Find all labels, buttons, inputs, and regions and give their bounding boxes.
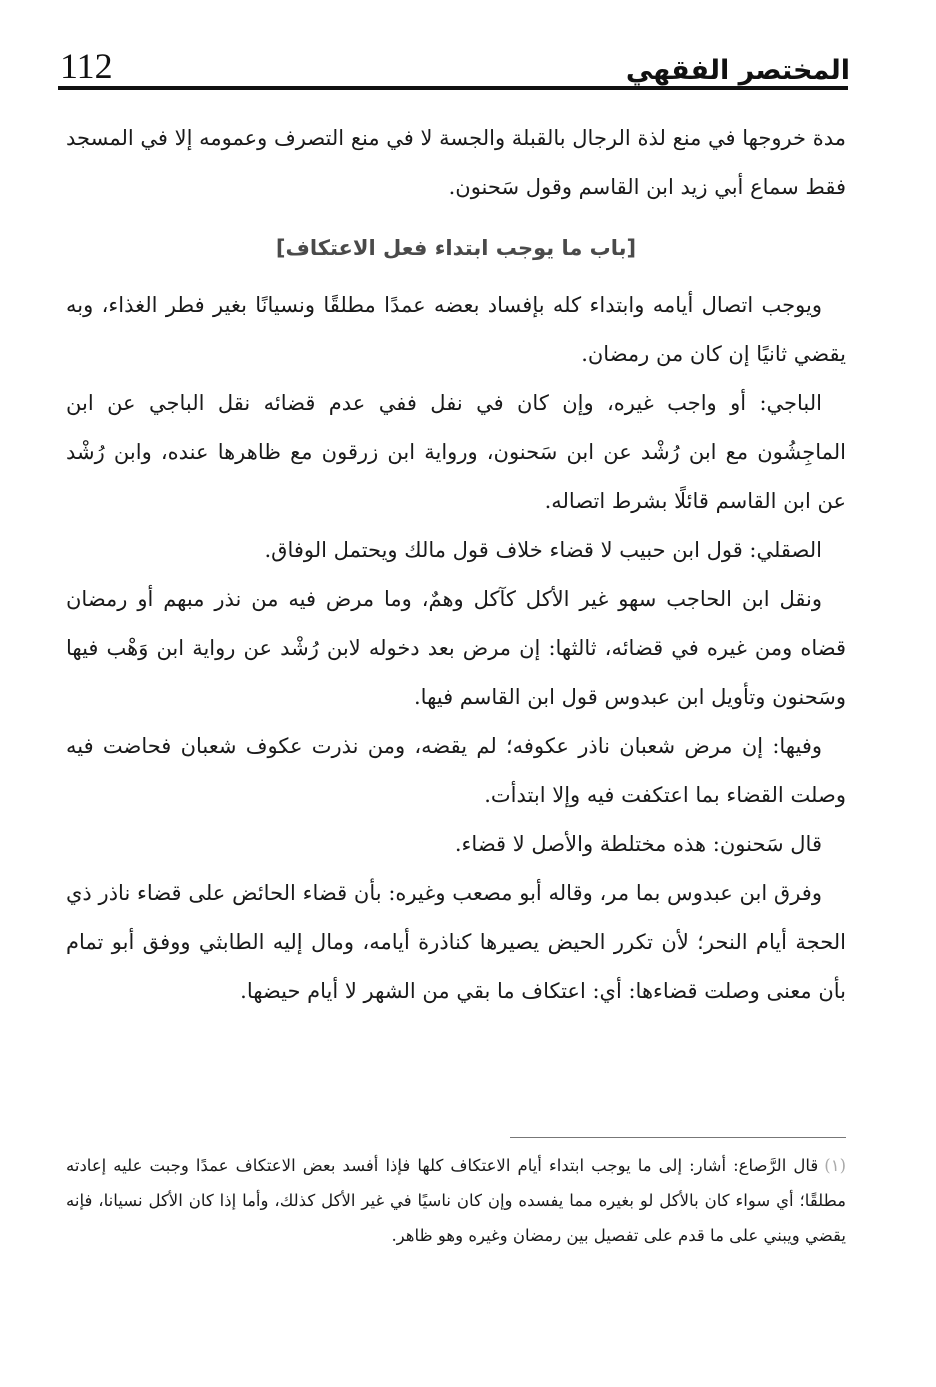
paragraph-4: الصقلي: قول ابن حبيب لا قضاء خلاف قول مالك ويحتمل الوفاق.	[264, 538, 822, 562]
running-title: المختصر الفقهي	[625, 55, 850, 86]
paragraph-2: ويوجب اتصال أيامه وابتداء كله بإفساد بعضه عمدًا مطلقًا ونسيانًا بغير فطر الغذاء، وبه يقضي ثانيًا إن كان من رمضان.	[66, 293, 846, 366]
paragraph-8: وفرق ابن عبدوس بما مر، وقاله أبو مصعب وغيره: بأن قضاء الحائض على قضاء ناذر ذي الحجة أيام النحر؛ لأن تكرر الحيض يصيرها كناذرة أيامه، ومال إليه الطابثي ووفق أبو تمام بأن معنى وصلت قضاءها: أي: اعتكاف ما بقي من الشهر لا أيام حيضها.	[66, 881, 846, 1003]
body-text	[66, 114, 846, 1016]
paragraph-1: مدة خروجها في منع لذة الرجال بالقبلة والجسة لا في منع التصرف وعمومه إلا في المسجد فقط سماع أبي زيد ابن القاسم وقول سَحنون.	[66, 126, 846, 199]
footnote-rule	[510, 1137, 846, 1138]
section-heading: [باب ما يوجب ابتداء فعل الاعتكاف]	[275, 236, 637, 260]
footnote	[66, 1148, 846, 1253]
footnote-text: قال الرَّصاع: أشار: إلى ما يوجب ابتداء أيام الاعتكاف كلها فإذا أفسد بعض الاعتكاف عمدًا وجبت عليه إعادته مطلقًا؛ أي سواء كان بالأكل لو بغيره مما يفسده وإن كان ناسيًا في غير الأكل كذلك، وأما إذا كان الأكل نسيانا، فإنه يقضي ويبني على ما قدم على تفصيل بين رمضان وغيره وهو ظاهر.	[66, 1156, 846, 1245]
paragraph-3: الباجي: أو واجب غيره، وإن كان في نفل ففي عدم قضائه نقل الباجي عن ابن الماجِشُون مع ابن رُشْد عن ابن سَحنون، ورواية ابن زرقون مع ظاهرها عنده، وابن رُشْد عن ابن القاسم قائلًا بشرط اتصاله.	[66, 391, 846, 513]
page-number: 112	[60, 46, 113, 86]
paragraph-6: وفيها: إن مرض شعبان ناذر عكوفه؛ لم يقضه، ومن نذرت عكوف شعبان فحاضت فيه وصلت القضاء بما اعتكفت فيه وإلا ابتدأت.	[66, 734, 846, 807]
footnote-marker: (١)	[824, 1156, 846, 1175]
paragraph-7: قال سَحنون: هذه مختلطة والأصل لا قضاء.	[454, 832, 822, 856]
page-header	[60, 38, 850, 90]
paragraph-5: ونقل ابن الحاجب سهو غير الأكل كآكل وهمٌ، وما مرض فيه من نذر مبهم أو رمضان قضاه ومن غيره في قضائه، ثالثها: إن مرض بعد دخوله لابن رُشْد عن رواية ابن وَهْب فيها وسَحنون وتأويل ابن عبدوس قول ابن القاسم فيها.	[66, 587, 846, 709]
header-rule	[58, 86, 848, 90]
